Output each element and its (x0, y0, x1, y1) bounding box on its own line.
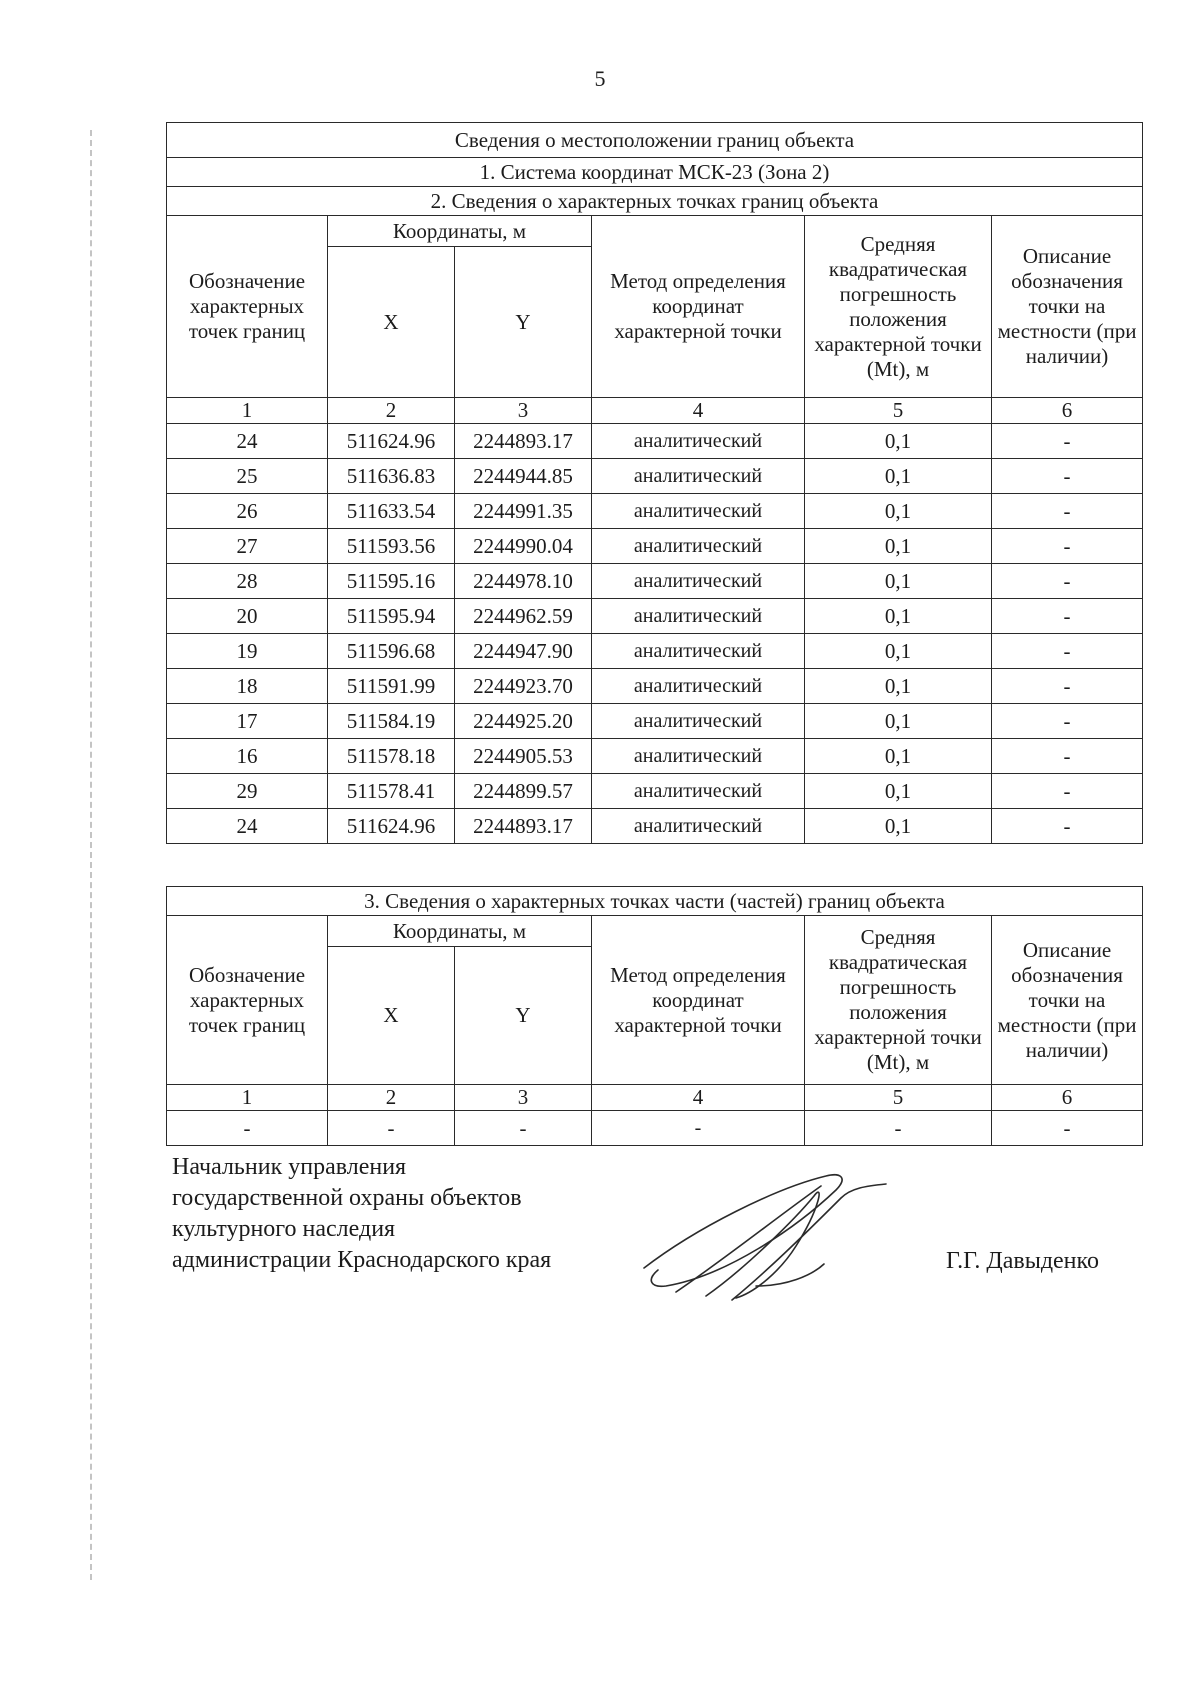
point-cell-point: 20 (167, 599, 328, 634)
point-cell-error: 0,1 (805, 634, 992, 669)
point-cell-error: 0,1 (805, 599, 992, 634)
point-row (167, 809, 1143, 844)
point-cell-description: - (992, 494, 1143, 529)
part-point-cell-point: - (167, 1111, 328, 1146)
point-cell-x: 511578.41 (328, 774, 455, 809)
point-cell-error: 0,1 (805, 809, 992, 844)
handwritten-signature (636, 1168, 896, 1308)
signatory-title-line: государственной охраны объектов (172, 1185, 522, 1211)
point-row (167, 739, 1143, 774)
point-cell-error: 0,1 (805, 564, 992, 599)
point-cell-x: 511636.83 (328, 459, 455, 494)
point-cell-y: 2244978.10 (455, 564, 592, 599)
boundary-points-table (166, 122, 1143, 844)
point-cell-point: 24 (167, 809, 328, 844)
point-cell-x: 511624.96 (328, 809, 455, 844)
binding-margin-line (90, 130, 92, 1580)
header-x: X (328, 247, 455, 398)
point-cell-error: 0,1 (805, 459, 992, 494)
point-cell-error: 0,1 (805, 669, 992, 704)
point-cell-point: 29 (167, 774, 328, 809)
point-row (167, 494, 1143, 529)
point-cell-method: аналитический (592, 704, 805, 739)
coordinate-system: 1. Система координат МСК-23 (Зона 2) (167, 158, 1143, 187)
parts-column-number: 5 (805, 1085, 992, 1111)
point-cell-description: - (992, 424, 1143, 459)
point-cell-point: 24 (167, 424, 328, 459)
point-cell-x: 511584.19 (328, 704, 455, 739)
point-cell-y: 2244947.90 (455, 634, 592, 669)
point-row (167, 704, 1143, 739)
point-cell-error: 0,1 (805, 529, 992, 564)
parts-section-title: 3. Сведения о характерных точках части (частей) границ объекта (167, 887, 1143, 916)
point-cell-method: аналитический (592, 739, 805, 774)
point-cell-method: аналитический (592, 529, 805, 564)
point-row (167, 459, 1143, 494)
point-cell-error: 0,1 (805, 774, 992, 809)
page-number: 5 (594, 66, 606, 91)
point-cell-point: 25 (167, 459, 328, 494)
point-cell-description: - (992, 669, 1143, 704)
parts-column-number: 6 (992, 1085, 1143, 1111)
point-cell-description: - (992, 459, 1143, 494)
point-cell-y: 2244925.20 (455, 704, 592, 739)
point-row (167, 669, 1143, 704)
point-cell-method: аналитический (592, 809, 805, 844)
point-cell-point: 28 (167, 564, 328, 599)
column-number: 5 (805, 398, 992, 424)
point-cell-description: - (992, 774, 1143, 809)
signer-name: Г.Г. Давыденко (946, 1248, 1099, 1274)
point-cell-y: 2244893.17 (455, 809, 592, 844)
point-cell-description: - (992, 809, 1143, 844)
point-cell-point: 17 (167, 704, 328, 739)
parts-header-designation: Обозначение характерных точек границ (167, 916, 328, 1085)
parts-column-number: 4 (592, 1085, 805, 1111)
point-cell-x: 511633.54 (328, 494, 455, 529)
parts-header-description: Описание обозначения точки на местности (при наличии) (992, 916, 1143, 1085)
point-cell-method: аналитический (592, 774, 805, 809)
point-cell-description: - (992, 564, 1143, 599)
point-cell-y: 2244899.57 (455, 774, 592, 809)
point-cell-error: 0,1 (805, 494, 992, 529)
point-row (167, 424, 1143, 459)
signatory-title (172, 1152, 551, 1276)
point-cell-x: 511578.18 (328, 739, 455, 774)
point-cell-method: аналитический (592, 459, 805, 494)
column-number: 2 (328, 398, 455, 424)
header-y: Y (455, 247, 592, 398)
column-number: 1 (167, 398, 328, 424)
point-cell-point: 26 (167, 494, 328, 529)
point-cell-y: 2244905.53 (455, 739, 592, 774)
point-row (167, 564, 1143, 599)
point-cell-method: аналитический (592, 424, 805, 459)
part-point-cell-y: - (455, 1111, 592, 1146)
parts-header-x: X (328, 947, 455, 1085)
point-cell-description: - (992, 599, 1143, 634)
point-cell-x: 511624.96 (328, 424, 455, 459)
part-point-row (167, 1111, 1143, 1146)
point-cell-y: 2244962.59 (455, 599, 592, 634)
point-row (167, 634, 1143, 669)
point-cell-x: 511595.16 (328, 564, 455, 599)
point-cell-method: аналитический (592, 564, 805, 599)
point-cell-x: 511596.68 (328, 634, 455, 669)
part-point-cell-error: - (805, 1111, 992, 1146)
parts-column-number: 2 (328, 1085, 455, 1111)
point-cell-y: 2244944.85 (455, 459, 592, 494)
point-cell-point: 19 (167, 634, 328, 669)
point-row (167, 774, 1143, 809)
header-method: Метод определения координат характерной точки (592, 216, 805, 398)
column-number: 4 (592, 398, 805, 424)
parts-header-error: Средняя квадратическая погрешность положения характерной точки (Mt), м (805, 916, 992, 1085)
point-cell-point: 27 (167, 529, 328, 564)
point-row (167, 529, 1143, 564)
parts-header-method: Метод определения координат характерной точки (592, 916, 805, 1085)
signatory-title-line: Начальник управления (172, 1154, 407, 1180)
point-cell-description: - (992, 529, 1143, 564)
point-cell-method: аналитический (592, 599, 805, 634)
point-cell-y: 2244991.35 (455, 494, 592, 529)
point-cell-x: 511593.56 (328, 529, 455, 564)
points-section-title: 2. Сведения о характерных точках границ объекта (167, 187, 1143, 216)
point-cell-description: - (992, 704, 1143, 739)
point-cell-error: 0,1 (805, 704, 992, 739)
point-cell-method: аналитический (592, 494, 805, 529)
header-coordinates: Координаты, м (328, 216, 592, 247)
point-cell-point: 16 (167, 739, 328, 774)
point-cell-description: - (992, 634, 1143, 669)
parts-header-coordinates: Координаты, м (328, 916, 592, 947)
point-cell-y: 2244923.70 (455, 669, 592, 704)
point-cell-x: 511591.99 (328, 669, 455, 704)
point-cell-method: аналитический (592, 634, 805, 669)
point-cell-x: 511595.94 (328, 599, 455, 634)
boundary-parts-table (166, 886, 1143, 1146)
point-cell-y: 2244893.17 (455, 424, 592, 459)
parts-column-number: 3 (455, 1085, 592, 1111)
point-cell-error: 0,1 (805, 424, 992, 459)
column-number: 6 (992, 398, 1143, 424)
part-point-cell-x: - (328, 1111, 455, 1146)
point-row (167, 599, 1143, 634)
point-cell-method: аналитический (592, 669, 805, 704)
parts-header-y: Y (455, 947, 592, 1085)
header-error: Средняя квадратическая погрешность положения характерной точки (Mt), м (805, 216, 992, 398)
point-cell-point: 18 (167, 669, 328, 704)
signatory-title-line: администрации Краснодарского края (172, 1247, 552, 1273)
part-point-cell-description: - (992, 1111, 1143, 1146)
column-number: 3 (455, 398, 592, 424)
point-cell-description: - (992, 739, 1143, 774)
part-point-cell-method: - (592, 1111, 805, 1146)
signatory-title-line: культурного наследия (172, 1216, 396, 1242)
point-cell-error: 0,1 (805, 739, 992, 774)
parts-column-number: 1 (167, 1085, 328, 1111)
section-title: Сведения о местоположении границ объекта (167, 123, 1143, 158)
header-designation: Обозначение характерных точек границ (167, 216, 328, 398)
header-description: Описание обозначения точки на местности (при наличии) (992, 216, 1143, 398)
point-cell-y: 2244990.04 (455, 529, 592, 564)
